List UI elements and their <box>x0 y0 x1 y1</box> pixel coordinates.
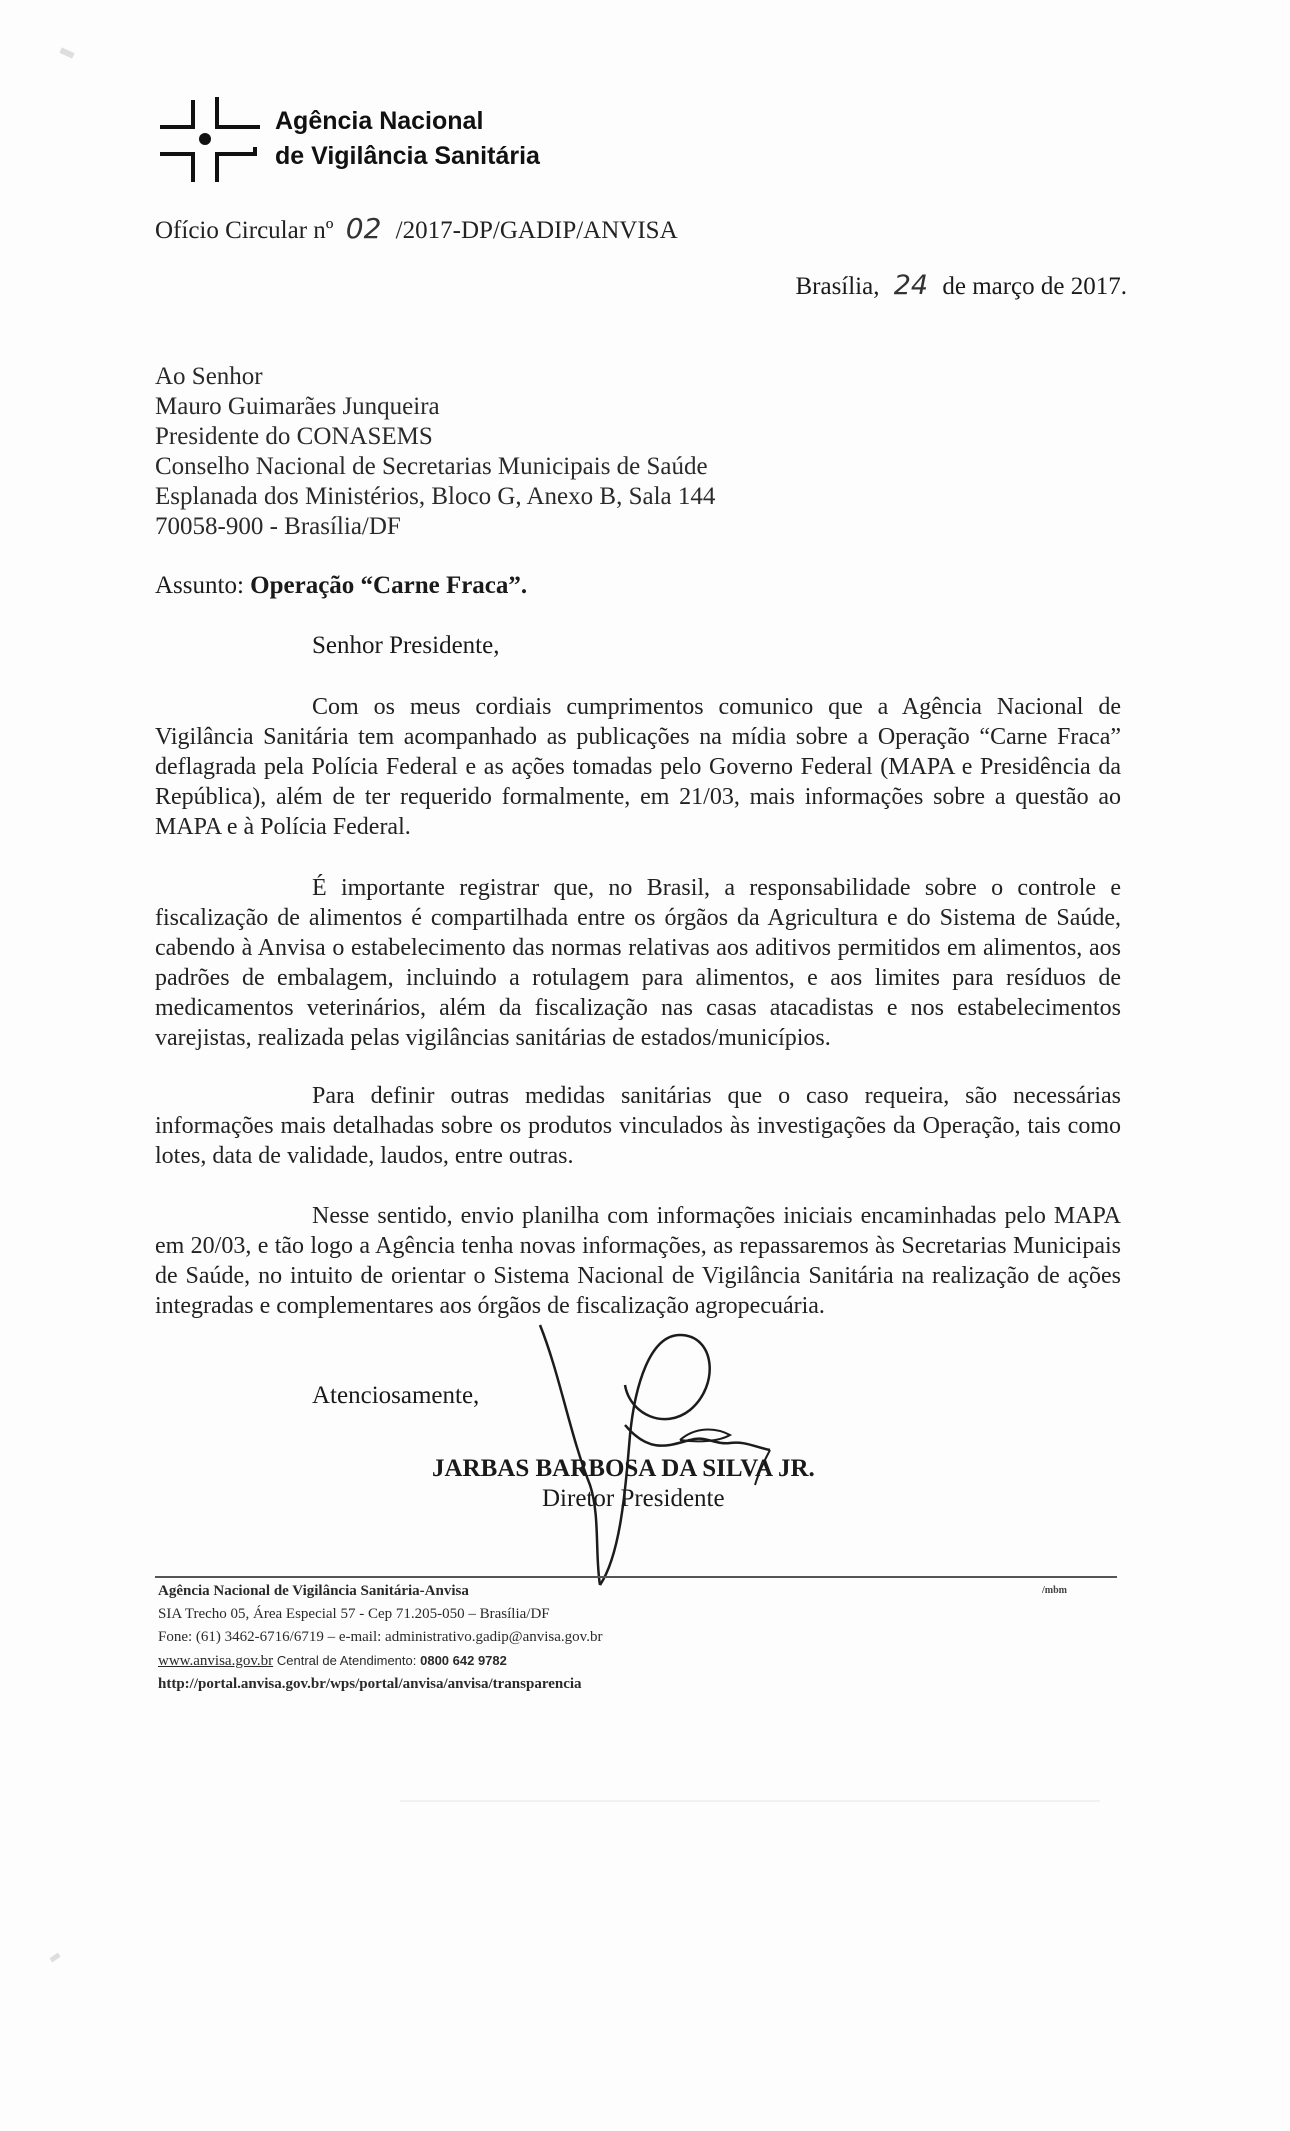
recipient-line: 70058-900 - Brasília/DF <box>155 513 401 540</box>
signer-name: JARBAS BARBOSA DA SILVA JR. <box>432 1455 815 1482</box>
scan-mark <box>400 1800 1100 1802</box>
footer-address: SIA Trecho 05, Área Especial 57 - Cep 71.205-050 – Brasília/DF <box>158 1606 550 1622</box>
footer-site-row <box>158 1649 602 1673</box>
scan-mark <box>59 47 74 58</box>
anvisa-logo-icon <box>155 92 270 187</box>
recipient-line: Conselho Nacional de Secretarias Municipais de Saúde <box>155 453 708 480</box>
body-paragraph: Com os meus cordiais cumprimentos comunico que a Agência Nacional de Vigilância Sanitária tem acompanhado as publicações na mídia sobre a Operação “Carne Fraca” deflagrada pela Polícia Federal e as ações tomadas pelo Governo Federal (MAPA e Presidência da República), além de ter requerido formalmente, em 21/03, mais informações sobre a questão ao MAPA e à Polícia Federal. <box>155 694 1121 840</box>
signer-role: Diretor Presidente <box>542 1485 725 1512</box>
body-paragraph: Para definir outras medidas sanitárias que o caso requeira, são necessárias informações mais detalhadas sobre os produtos vinculados às investigações da Operação, tais como lotes, data de validade, laudos, entre outras. <box>155 1083 1121 1169</box>
subject-line <box>155 572 527 600</box>
footer-service-number: 0800 642 9782 <box>420 1653 507 1668</box>
date-day: 24 <box>893 270 929 301</box>
recipient-line: Mauro Guimarães Junqueira <box>155 393 440 420</box>
subject-label: Assunto: <box>155 572 244 599</box>
footer <box>158 1580 602 1696</box>
recipient-line: Ao Senhor <box>155 363 263 390</box>
footer-contact: Fone: (61) 3462-6716/6719 – e-mail: administrativo.gadip@anvisa.gov.br <box>158 1629 603 1645</box>
body-paragraph: É importante registrar que, no Brasil, a responsabilidade sobre o controle e fiscalização de alimentos é compartilhada entre os órgãos da Agricultura e do Sistema de Saúde, cabendo à Anvisa o estabelecimento das normas relativas aos aditivos permitidos em alimentos, aos padrões de embalagem, incluindo a rotulagem para alimentos, e aos limites para resíduos de medicamentos veterinários, além da fiscalização nas casas atacadistas e nos estabelecimentos varejistas, realizada pelas vigilâncias sanitárias de estados/municípios. <box>155 875 1121 1051</box>
reference-line <box>155 212 678 245</box>
agency-name-line1: Agência Nacional <box>275 107 484 135</box>
footer-divider <box>155 1576 1117 1578</box>
recipient-block <box>155 362 715 542</box>
scan-mark <box>49 1953 60 1963</box>
recipient-line: Presidente do CONASEMS <box>155 423 433 450</box>
footer-org: Agência Nacional de Vigilância Sanitária-Anvisa <box>158 1583 469 1599</box>
date-rest: de março de 2017. <box>942 273 1127 300</box>
reference-prefix: Ofício Circular nº <box>155 217 334 244</box>
footer-transparency-link[interactable]: http://portal.anvisa.gov.br/wps/portal/anvisa/anvisa/transparencia <box>158 1676 582 1692</box>
salutation: Senhor Presidente, <box>312 632 500 659</box>
footer-tag: /mbm <box>1042 1585 1067 1596</box>
agency-name-line2: de Vigilância Sanitária <box>275 142 540 170</box>
footer-site-link[interactable]: www.anvisa.gov.br <box>158 1653 274 1669</box>
reference-suffix: /2017-DP/GADIP/ANVISA <box>395 217 678 244</box>
date-line <box>795 270 1127 301</box>
recipient-line: Esplanada dos Ministérios, Bloco G, Anexo B, Sala 144 <box>155 483 716 510</box>
agency-name <box>275 104 540 174</box>
footer-service-label: Central de Atendimento: <box>276 1653 417 1668</box>
body-paragraph: Nesse sentido, envio planilha com informações iniciais encaminhadas pelo MAPA em 20/03, e tão logo a Agência tenha novas informações, as repassaremos às Secretarias Municipais de Saúde, no intuito de orientar o Sistema Nacional de Vigilância Sanitária na realização de ações integradas e complementares aos órgãos de fiscalização agropecuária. <box>155 1203 1121 1319</box>
reference-number: 02 <box>345 212 382 245</box>
subject-value: Operação “Carne Fraca”. <box>250 572 528 599</box>
date-city: Brasília, <box>795 273 880 300</box>
closing: Atenciosamente, <box>312 1382 480 1409</box>
